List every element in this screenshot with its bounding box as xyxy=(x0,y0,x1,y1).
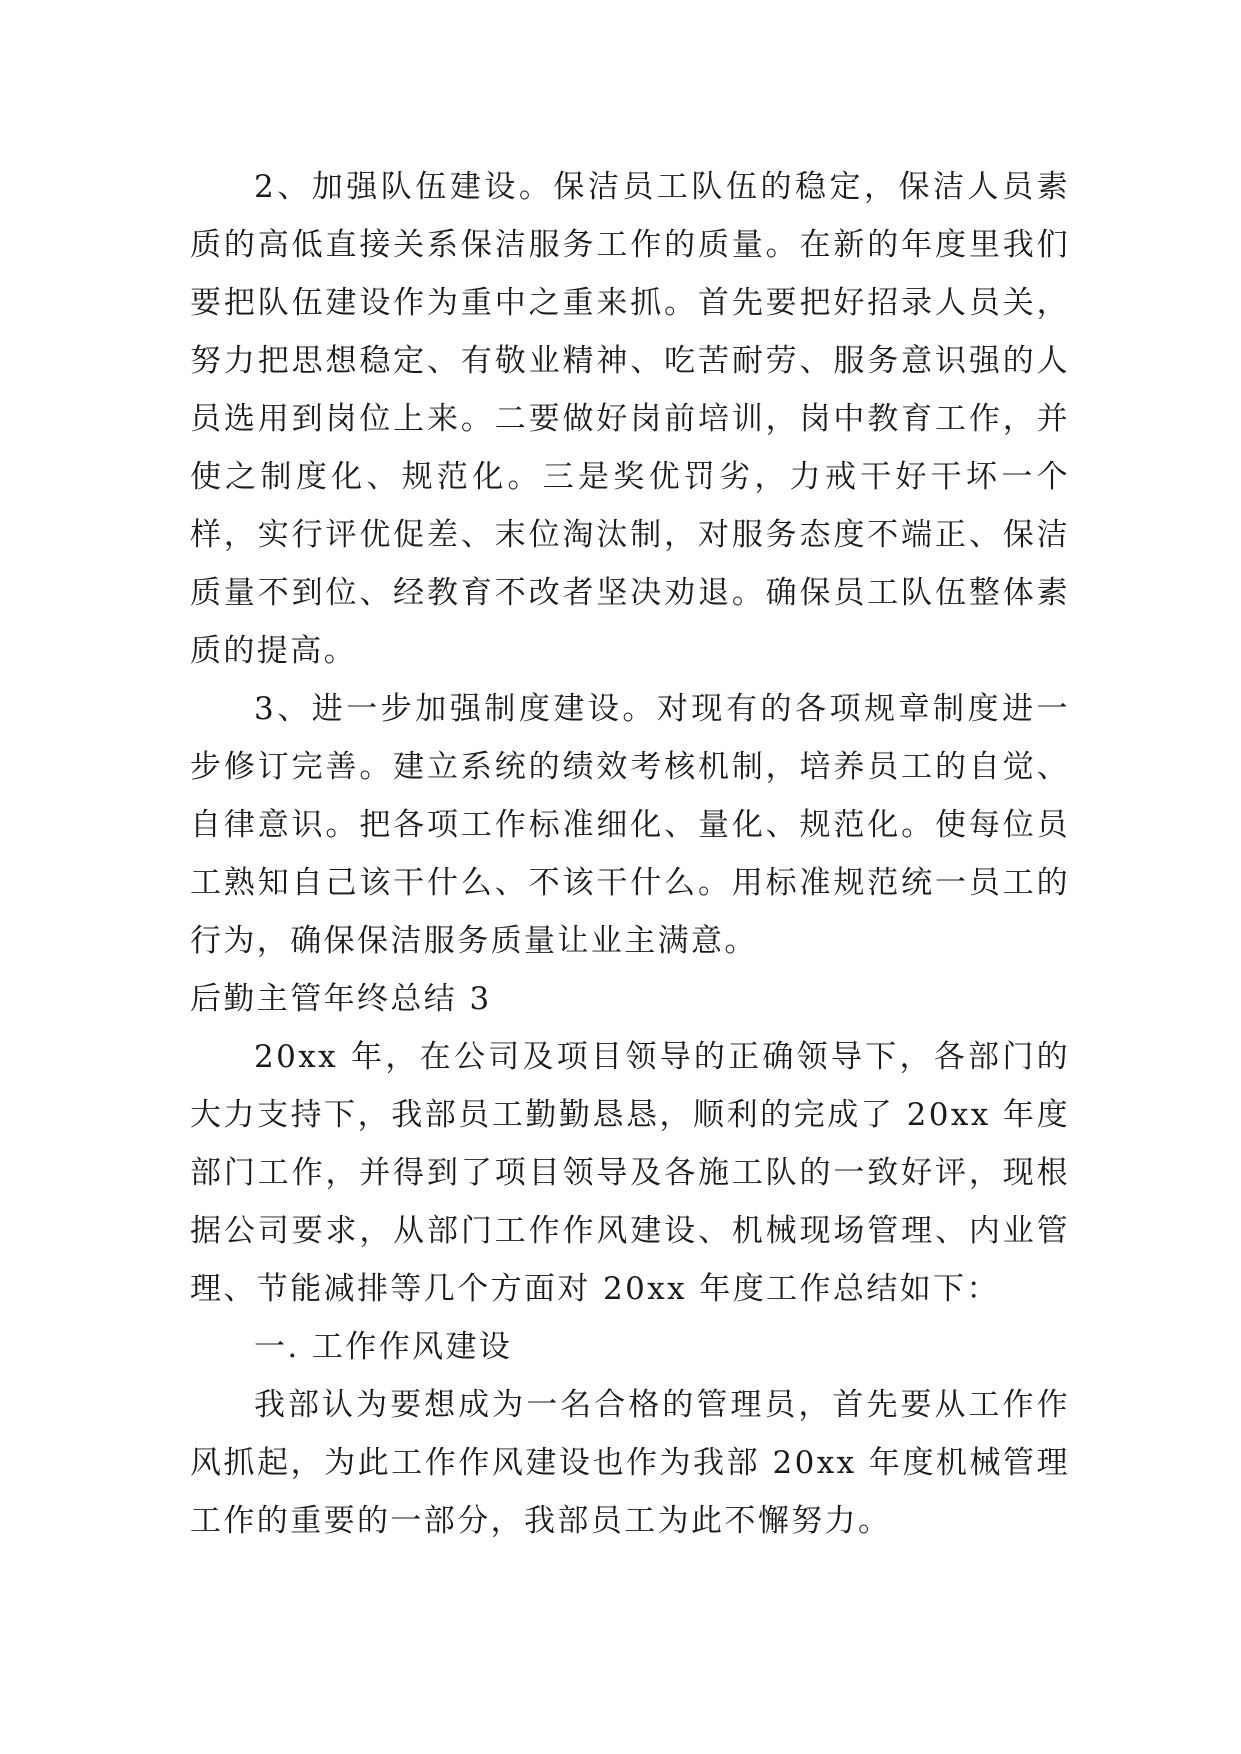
paragraph-team-building: 2、加强队伍建设。保洁员工队伍的稳定，保洁人员素质的高低直接关系保洁服务工作的质量。在新的年度里我们要把队伍建设作为重中之重来抓。首先要把好招录人员关，努力把思想稳定、有敬业精神、吃苦耐劳、服务意识强的人员选用到岗位上来。二要做好岗前培训，岗中教育工作，并使之制度化、规范化。三是奖优罚劣，力戒干好干坏一个样，实行评优促差、末位淘汰制，对服务态度不端正、保洁质量不到位、经教育不改者坚决劝退。确保员工队伍整体素质的提高。 xyxy=(190,169,1070,669)
section-heading: 后勤主管年终总结 3 xyxy=(190,981,492,1017)
document-body xyxy=(190,158,1070,1550)
paragraph-annual-summary-intro: 20xx 年，在公司及项目领导的正确领导下，各部门的大力支持下，我部员工勤勤恳恳，顺利的完成了 20xx 年度部门工作，并得到了项目领导及各施工队的一致好评，现根据公司要求，从部门工作作风建设、机械现场管理、内业管理、节能减排等几个方面对 20xx 年度工作总结如下： xyxy=(190,1039,1070,1307)
subheading-work-style: 一. 工作作风建设 xyxy=(254,1329,513,1365)
paragraph-system-building: 3、进一步加强制度建设。对现有的各项规章制度进一步修订完善。建立系统的绩效考核机制，培养员工的自觉、自律意识。把各项工作标准细化、量化、规范化。使每位员工熟知自己该干什么、不该干什么。用标准规范统一员工的行为，确保保洁服务质量让业主满意。 xyxy=(190,691,1070,959)
paragraph-work-style: 我部认为要想成为一名合格的管理员，首先要从工作作风抓起，为此工作作风建设也作为我部 20xx 年度机械管理工作的重要的一部分，我部员工为此不懈努力。 xyxy=(190,1387,1070,1539)
